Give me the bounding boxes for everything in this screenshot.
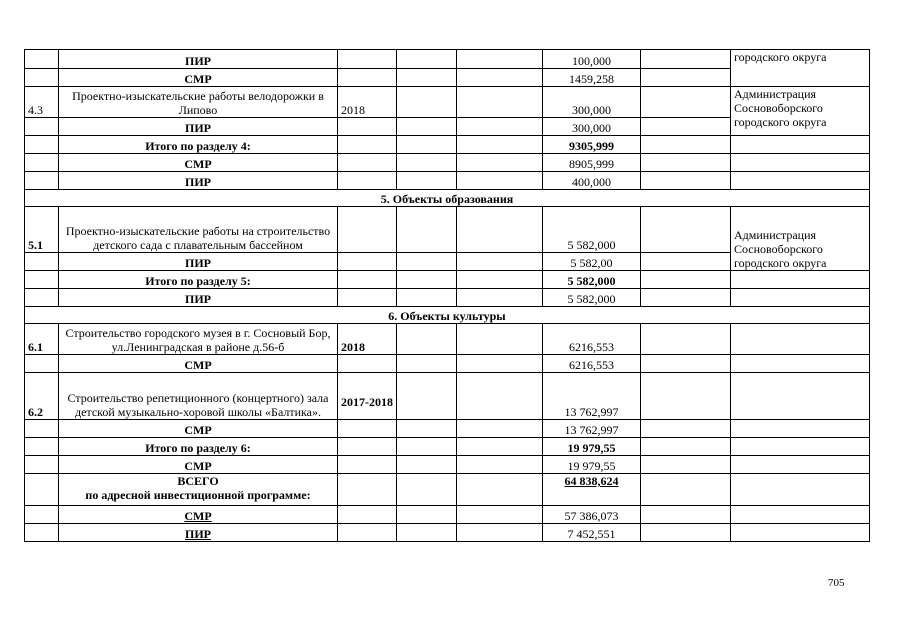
section-title: 6. Объекты культуры: [25, 307, 870, 324]
table-row: [25, 438, 870, 456]
section-header-row: [25, 307, 870, 324]
table-row: [25, 524, 870, 542]
table-row: [25, 207, 870, 253]
row-label: СМР: [59, 355, 338, 373]
table-row: [25, 271, 870, 289]
amount-cell: 1459,258: [543, 69, 641, 87]
table-row: [25, 50, 870, 69]
row-number: 6.1: [25, 324, 59, 355]
table-row: [25, 154, 870, 172]
row-label: ПИР: [59, 50, 338, 69]
year-cell: [338, 50, 397, 69]
row-label: СМР: [59, 420, 338, 438]
amount-cell: 13 762,997: [543, 420, 641, 438]
grand-total-label: [59, 474, 338, 506]
row-number: 6.2: [25, 373, 59, 420]
table-row: [25, 289, 870, 307]
year-cell: 2017-2018: [338, 373, 397, 420]
row-number: 5.1: [25, 207, 59, 253]
amount-cell: 13 762,997: [543, 373, 641, 420]
row-label: Строительство городского музея в г. Сосновый Бор, ул.Ленинградская в районе д.56-б: [59, 324, 338, 355]
row-label: ПИР: [59, 253, 338, 271]
row-label: ПИР: [59, 289, 338, 307]
amount-cell: 19 979,55: [543, 456, 641, 474]
amount-cell: 8905,999: [543, 154, 641, 172]
table-row: [25, 172, 870, 190]
row-label: СМР: [59, 69, 338, 87]
amount-cell: 400,000: [543, 172, 641, 190]
row-label: СМР: [59, 456, 338, 474]
table-row: [25, 456, 870, 474]
section-total-label: Итого по разделу 4:: [59, 136, 338, 154]
table-row: [25, 355, 870, 373]
table-row: [25, 136, 870, 154]
row-label: ПИР: [59, 172, 338, 190]
table-row: [25, 87, 870, 118]
table-row: [25, 373, 870, 420]
responsible-org: городского округа: [731, 50, 870, 87]
amount-cell: 19 979,55: [543, 438, 641, 456]
grand-total-amount: 64 838,624: [543, 474, 641, 506]
table-row: [25, 324, 870, 355]
section-title: 5. Объекты образования: [25, 190, 870, 207]
year-cell: 2018: [338, 87, 397, 118]
amount-cell: 100,000: [543, 50, 641, 69]
amount-cell: 9305,999: [543, 136, 641, 154]
row-number: [25, 50, 59, 69]
responsible-org: Администрация Сосновоборского городского округа: [731, 207, 870, 271]
investment-program-table: [24, 49, 870, 542]
amount-cell: 5 582,000: [543, 271, 641, 289]
amount-cell: 300,000: [543, 118, 641, 136]
amount-cell: 7 452,551: [543, 524, 641, 542]
section-header-row: [25, 190, 870, 207]
amount-cell: 6216,553: [543, 355, 641, 373]
amount-cell: 5 582,000: [543, 289, 641, 307]
row-label: СМР: [59, 154, 338, 172]
table-row: [25, 420, 870, 438]
year-cell: 2018: [338, 324, 397, 355]
row-label: Проектно-изыскательские работы на строительство детского сада с плавательным бассейном: [59, 207, 338, 253]
row-label: Строительство репетиционного (концертного) зала детской музыкально-хоровой школы «Балтика».: [59, 373, 338, 420]
grand-total-label-line1: ВСЕГО: [177, 474, 219, 488]
row-label: ПИР: [59, 118, 338, 136]
section-total-label: Итого по разделу 5:: [59, 271, 338, 289]
amount-cell: 5 582,00: [543, 253, 641, 271]
amount-cell: 300,000: [543, 87, 641, 118]
amount-cell: 5 582,000: [543, 207, 641, 253]
row-label: ПИР: [59, 524, 338, 542]
grand-total-label-line2: по адресной инвестиционной программе:: [85, 488, 311, 502]
page-number: 705: [828, 577, 845, 589]
row-number: 4.3: [25, 87, 59, 118]
row-label: Проектно-изыскательские работы велодорожки в Липово: [59, 87, 338, 118]
section-total-label: Итого по разделу 6:: [59, 438, 338, 456]
row-label: СМР: [59, 506, 338, 524]
amount-cell: 6216,553: [543, 324, 641, 355]
grand-total-row: [25, 474, 870, 506]
amount-cell: 57 386,073: [543, 506, 641, 524]
responsible-org: Администрация Сосновоборского городского округа: [731, 87, 870, 136]
table-row: [25, 506, 870, 524]
